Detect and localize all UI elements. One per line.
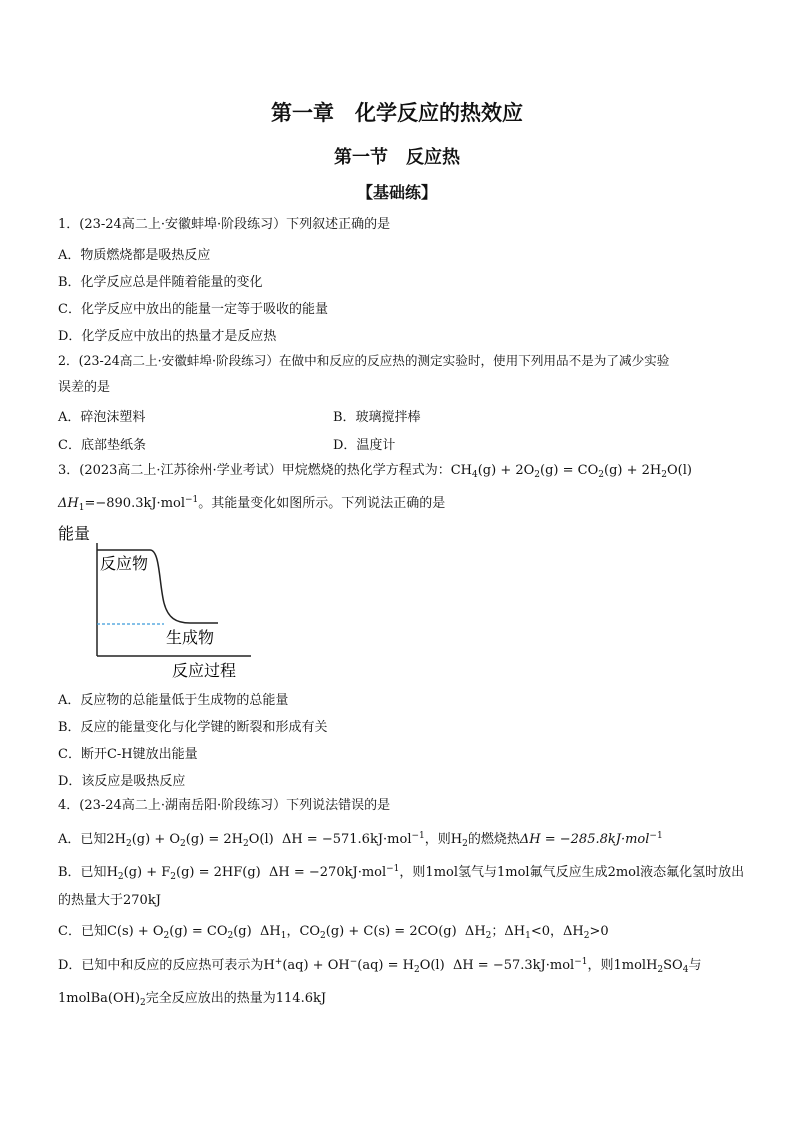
process-axis-label: 反应过程 — [172, 661, 237, 680]
hydrogen-combustion-equation: $2H_2(g) + O_2(g) = 2H_2O(l)$ — [106, 832, 274, 849]
question-2-option-d: D．温度计 — [333, 438, 396, 453]
option-a-delta-h: ΔH = −571.6kJ·mol — [281, 832, 412, 847]
option-b-prefix: B．已知 — [58, 865, 107, 880]
option-d-tail: 与 — [688, 958, 702, 973]
question-4-option-b-line2: 的热量大于270kJ — [58, 893, 161, 908]
option-c-tail2: <0，ΔH — [530, 924, 584, 939]
carbon-combustion-equations: $C(s) + O_2(g) = CO_2(g)$ $\Delta H_1$，$CO_2(g) + C(s) = 2CO(g)$ $\Delta H_2$ — [106, 924, 492, 941]
option-b-delta-h: ΔH = −270kJ·mol — [269, 865, 387, 880]
question-3-stem — [58, 462, 692, 484]
question-1-option-b: B．化学反应总是伴随着能量的变化 — [58, 275, 263, 290]
question-4-option-d: D．已知中和反应的反应热可表示为$H^+(aq) + OH^-(aq) = H_2O(l) \Delta H = -57.3kJ\cdot mol^{-1}$，则$1molH_2SO_4$与 — [58, 957, 702, 975]
question-2-option-b: B．玻璃搅拌棒 — [333, 410, 421, 425]
question-4-option-d-line2 — [58, 987, 326, 1008]
option-c-tail: ；ΔH — [491, 924, 526, 939]
option-d-mid: ，则1molH — [587, 958, 658, 973]
barium-hydroxide-formula: $1molBa(OH)_2$ — [58, 991, 146, 1008]
neutralization-equation: $H^+(aq) + OH^-(aq) = H_2O(l)$ — [263, 957, 445, 975]
question-4-stem: 4．(23-24高二上·湖南岳阳·阶段练习）下列说法错误的是 — [58, 798, 391, 813]
option-d-line2-text: 完全反应放出的热量为114.6kJ — [145, 991, 327, 1006]
question-3-stem-text: 3．(2023高二上·江苏徐州·学业考试）甲烷燃烧的热化学方程式为： — [58, 463, 451, 478]
question-3-option-d: D．该反应是吸热反应 — [58, 774, 186, 789]
delta-h-value: =−890.3kJ·mol — [84, 496, 186, 511]
option-d-prefix: D．已知中和反应的反应热可表示为 — [58, 958, 264, 973]
question-1-stem: 1．(23-24高二上·安徽蚌埠·阶段练习）下列叙述正确的是 — [58, 217, 391, 232]
question-2-stem-line1: 2．(23-24高二上·安徽蚌埠·阶段练习）在做中和反应的反应热的测定实验时，使用下列用品不是为了减少实验 — [58, 353, 670, 368]
question-1-option-c: C．化学反应中放出的能量一定等于吸收的能量 — [58, 302, 328, 317]
question-3-stem-tail: 。其能量变化如图所示。下列说法正确的是 — [198, 496, 446, 511]
question-2-option-c: C．底部垫纸条 — [58, 438, 146, 453]
option-c-tail3: >0 — [589, 924, 609, 939]
option-b-tail: ，则1mol氢气与1mol氟气反应生成2mol液态氟化氢时放出 — [399, 865, 745, 880]
option-d-delta-h: ΔH = −57.3kJ·mol — [452, 958, 575, 973]
question-4-option-b: B．已知$H_2(g) + F_2(g) = 2HF(g) \Delta H = -270kJ\cdot mol^{-1}$，则1mol氢气与1mol氟气反应生成2mol液态氟化氢时放出 — [58, 864, 745, 882]
option-a-mid: ，则 — [424, 832, 451, 847]
question-3-option-b: B．反应的能量变化与化学键的断裂和形成有关 — [58, 720, 328, 735]
product-label: 生成物 — [166, 628, 215, 647]
section-title: 第一节 反应热 — [334, 147, 460, 168]
energy-diagram — [56, 521, 256, 683]
hf-formation-equation: $H_2(g) + F_2(g) = 2HF(g)$ — [106, 865, 261, 882]
category-label: 【基础练】 — [356, 183, 437, 202]
reactant-label: 反应物 — [100, 554, 149, 573]
question-1-option-a: A．物质燃烧都是吸热反应 — [58, 248, 211, 263]
question-4-option-a: A．已知$2H_2(g) + O_2(g) = 2H_2O(l) \Delta H = -571.6kJ\cdot mol^{-1}$，则$H_2$的燃烧热ΔH = −285.8kJ·mol$^{-1}$ — [58, 831, 663, 849]
option-a-tail: 的燃烧热 — [467, 832, 520, 847]
energy-axis-label: 能量 — [58, 524, 91, 543]
chapter-title: 第一章 化学反应的热效应 — [271, 101, 523, 125]
option-c-prefix: C．已知 — [58, 924, 107, 939]
energy-diagram-svg — [56, 521, 256, 683]
question-3-option-c: C．断开C-H键放出能量 — [58, 747, 198, 762]
methane-combustion-equation: $CH_4(g) + 2O_2(g) = CO_2(g) + 2H_2O(l)$ — [450, 463, 692, 480]
question-3-enthalpy-line: $\Delta H_1=-890.3kJ\cdot mol^{-1}$。其能量变化如图所示。下列说法正确的是 — [58, 495, 446, 513]
question-2-option-a: A．碎泡沫塑料 — [58, 410, 146, 425]
option-a-delta-h2: ΔH = −285.8kJ·mol — [519, 832, 650, 847]
question-3-option-a: A．反应物的总能量低于生成物的总能量 — [58, 693, 289, 708]
question-2-stem-line2: 误差的是 — [58, 380, 111, 395]
question-4-option-c: C．已知$C(s) + O_2(g) = CO_2(g)$ $\Delta H_1$，$CO_2(g) + C(s) = 2CO(g)$ $\Delta H_2$；$\Delta H_1<0$，$\Delta H_2>0$ — [58, 924, 609, 941]
option-a-prefix: A．已知 — [58, 832, 107, 847]
delta-h-symbol: ΔH — [58, 496, 79, 511]
question-1-option-d: D．化学反应中放出的热量才是反应热 — [58, 329, 277, 344]
